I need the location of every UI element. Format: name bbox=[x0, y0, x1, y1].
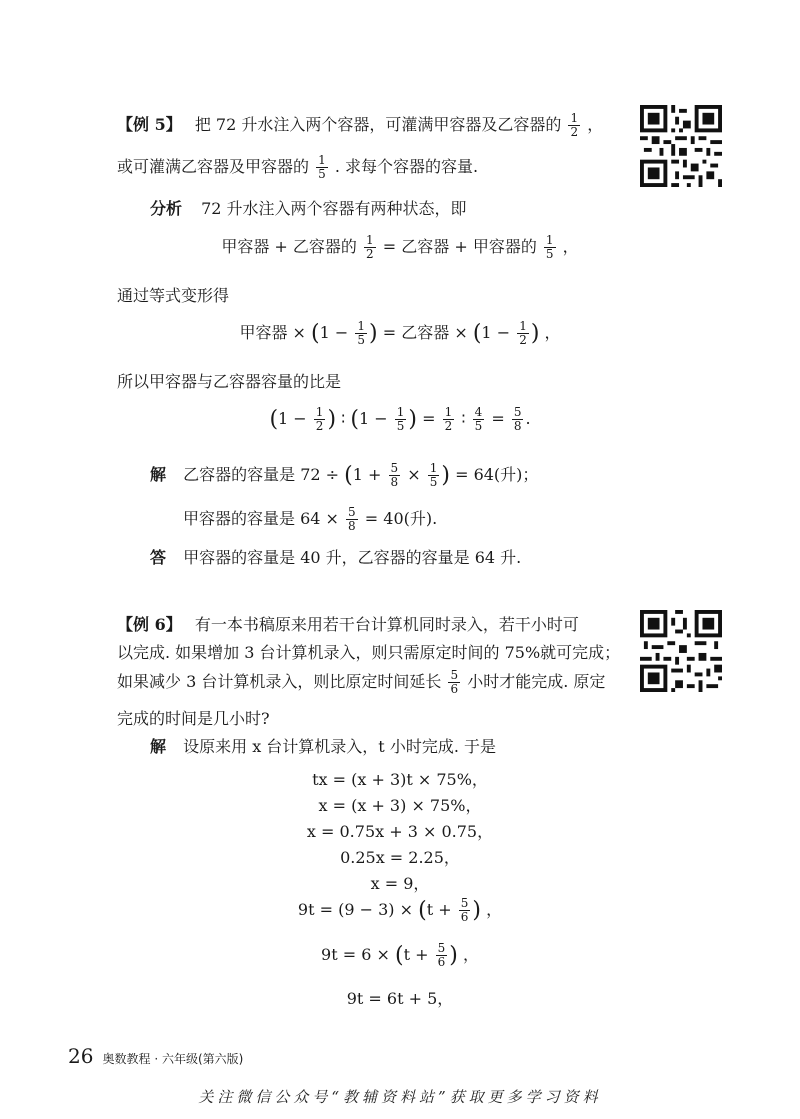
equation-6-5: x = 9， bbox=[370, 874, 430, 893]
solution-label-6: 解 bbox=[150, 737, 167, 756]
solution-line-2: 甲容器的容量是 64 × $\frac{5}{8}$ = 40(升). bbox=[183, 505, 438, 534]
watermark-text: 关注微信公众号“教辅资料站”获取更多学习资料 bbox=[198, 1088, 602, 1106]
solution-label: 解 bbox=[150, 465, 167, 485]
analysis-label: 分析 bbox=[150, 199, 183, 218]
fraction-1-5: $\frac{1}{5}$ bbox=[318, 153, 326, 182]
example-6-tag: 【例 6】 bbox=[117, 615, 182, 634]
qr-code-example-5 bbox=[640, 105, 722, 187]
page-number: 26 bbox=[68, 1044, 94, 1068]
analysis-line: 分析 72 升水注入两个容器有两种状态，即 bbox=[150, 199, 467, 218]
equation-6-6: 9t = (9 − 3) × (t + $\frac{5}{6}$ ) ， bbox=[297, 896, 503, 925]
example-5-line-2: 或可灌满乙容器及甲容器的 $\frac{1}{5}$ . 求每个容器的容量. bbox=[117, 153, 479, 182]
fraction-5-6: $\frac{5}{6}$ bbox=[450, 668, 459, 697]
qr-code-example-6 bbox=[640, 610, 722, 692]
equation-6-1: tx = (x + 3)t × 75%， bbox=[312, 770, 488, 789]
equation-6-4: 0.25x = 2.25， bbox=[340, 848, 460, 867]
equation-state: 甲容器 + 乙容器的 $\frac{1}{2}$ = 乙容器 + 甲容器的 $\frac{1}{5}$ ， bbox=[221, 233, 579, 262]
example-5-statement: 把 72 升水注入两个容器，可灌满甲容器及乙容器的 bbox=[194, 115, 562, 135]
example-6-line-3: 如果减少 3 台计算机录入，则比原定时间延长 $\frac{5}{6}$ 小时才能完成. 原定 bbox=[117, 668, 606, 697]
example-6-line-4: 完成的时间是几小时? bbox=[117, 709, 270, 728]
example-6-line-1: 【例 6】 有一本书稿原来用若干台计算机同时录入，若干小时可 bbox=[117, 615, 579, 634]
ratio-text: 所以甲容器与乙容器容量的比是 bbox=[117, 372, 342, 391]
example-5-line-1: 【例 5】 把 72 升水注入两个容器，可灌满甲容器及乙容器的 $\frac{1}{2}$ ， bbox=[117, 111, 604, 140]
equation-6-7: 9t = 6 × (t + $\frac{5}{6}$ ) ， bbox=[321, 941, 479, 970]
transform-text: 通过等式变形得 bbox=[117, 286, 230, 305]
equation-6-3: x = 0.75x + 3 × 0.75， bbox=[306, 822, 494, 841]
page-footer bbox=[68, 1044, 243, 1068]
solution-line-1: 解 乙容器的容量是 72 ÷ (1 + $\frac{5}{8}$ × $\frac{1}{5}$ ) = 64(升)； bbox=[150, 461, 539, 490]
equation-transform: 甲容器 × (1 − $\frac{1}{5}$ ) = 乙容器 × (1 − $\frac{1}{2}$ ) ， bbox=[239, 319, 561, 348]
answer-label: 答 bbox=[150, 548, 167, 567]
equation-6-8: 9t = 6t + 5， bbox=[346, 989, 454, 1008]
example-5-tag: 【例 5】 bbox=[117, 115, 182, 135]
equation-ratio: (1 − $\frac{1}{2}$ ) ∶ (1 − $\frac{1}{5}$ ) = $\frac{1}{2}$ ∶ $\frac{4}{5}$ = $\frac{5}{8}$ . bbox=[269, 405, 531, 434]
fraction-1-2: $\frac{1}{2}$ bbox=[570, 111, 579, 140]
book-title: 奥数教程 · 六年级(第六版) bbox=[102, 1052, 244, 1066]
equation-6-2: x = (x + 3) × 75%， bbox=[318, 796, 482, 815]
answer-line: 答 甲容器的容量是 40 升，乙容器的容量是 64 升. bbox=[150, 548, 522, 567]
example-6-solution-intro: 解 设原来用 x 台计算机录入，t 小时完成. 于是 bbox=[150, 737, 496, 756]
example-6-line-2: 以完成. 如果增加 3 台计算机录入，则只需原定时间的 75%就可完成； bbox=[117, 643, 621, 662]
